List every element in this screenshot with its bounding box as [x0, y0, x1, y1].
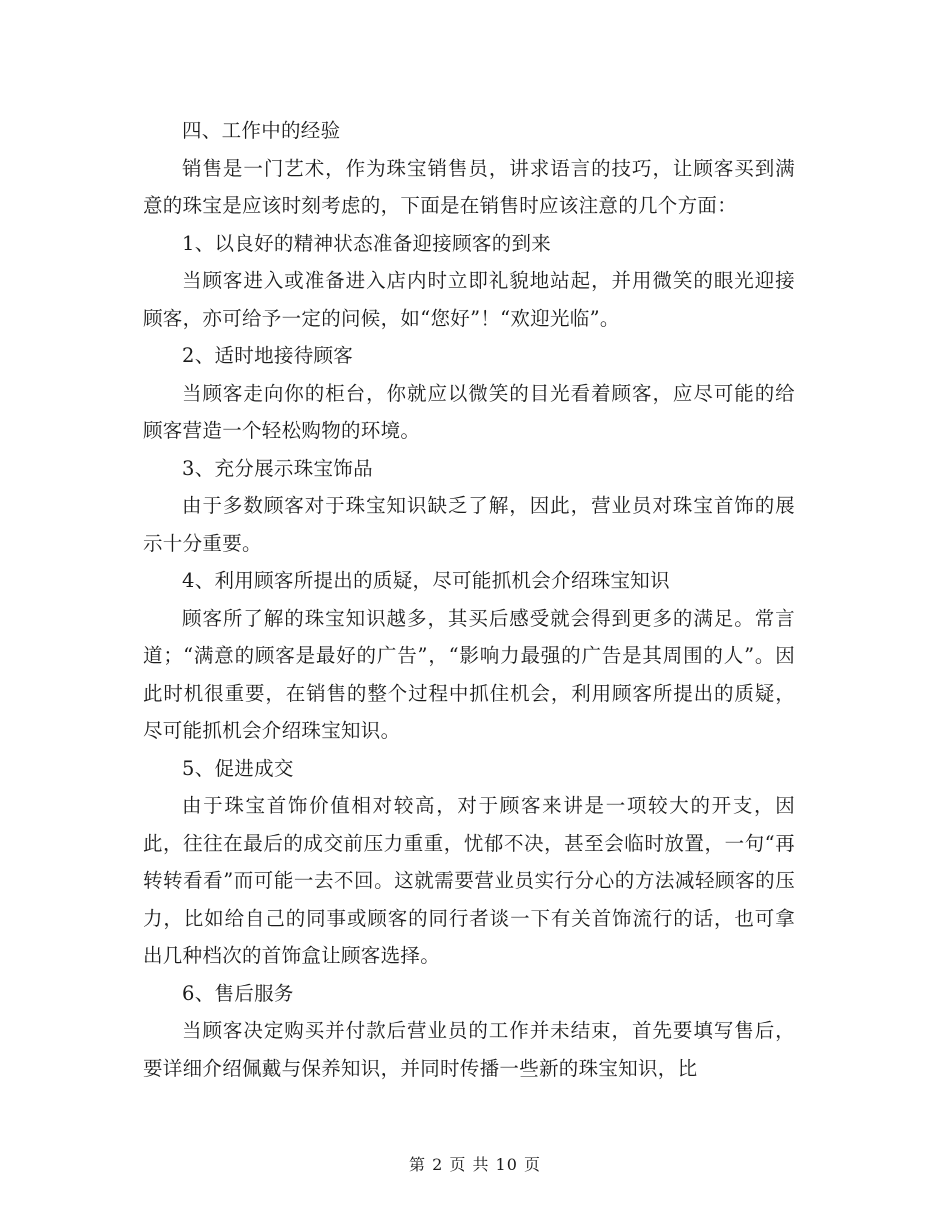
- item-heading-5: 5、促进成交: [182, 756, 294, 780]
- item-body-4: 顾客所了解的珠宝知识越多，其买后感受就会得到更多的满足。常言道；“满意的顾客是最好的广告”，“影响力最强的广告是其周围的人”。因此时机很重要，在销售的整个过程中抓住机会，利用顾客所提出的质疑，尽可能抓机会介绍珠宝知识。: [143, 606, 795, 742]
- item-body-5: 由于珠宝首饰价值相对较高，对于顾客来讲是一项较大的开支，因此，往往在最后的成交前压力重重，忧郁不决，甚至会临时放置，一句“再转转看看”而可能一去不回。这就需要营业员实行分心的方法减轻顾客的压力，比如给自己的同事或顾客的同行者谈一下有关首饰流行的话，也可拿出几种档次的首饰盒让顾客选择。: [143, 794, 795, 967]
- item-heading-1: 1、以良好的精神状态准备迎接顾客的到来: [182, 231, 552, 255]
- section-title: 四、工作中的经验: [182, 119, 341, 142]
- item-heading-4: 4、利用顾客所提出的质疑，尽可能抓机会介绍珠宝知识: [182, 569, 670, 592]
- item-body-2: 当顾客走向你的柜台，你就应以微笑的目光看着顾客，应尽可能的给顾客营造一个轻松购物的环境。: [143, 381, 795, 442]
- page-number-footer: 第 2 页 共 10 页: [409, 1155, 541, 1174]
- document-body: [143, 112, 795, 1087]
- item-heading-2: 2、适时地接待顾客: [182, 344, 354, 367]
- item-body-6: 当顾客决定购买并付款后营业员的工作并未结束，首先要填写售后，要详细介绍佩戴与保养知识，并同时传播一些新的珠宝知识，比: [143, 1019, 795, 1080]
- item-heading-3: 3、充分展示珠宝饰品: [182, 456, 373, 480]
- item-body-3: 由于多数顾客对于珠宝知识缺乏了解，因此，营业员对珠宝首饰的展示十分重要。: [143, 494, 795, 555]
- item-body-1: 当顾客进入或准备进入店内时立即礼貌地站起，并用微笑的眼光迎接顾客，亦可给予一定的问候，如“您好”！“欢迎光临”。: [143, 269, 795, 330]
- intro-paragraph: 销售是一门艺术，作为珠宝销售员，讲求语言的技巧，让顾客买到满意的珠宝是应该时刻考虑的，下面是在销售时应该注意的几个方面：: [143, 156, 795, 217]
- item-heading-6: 6、售后服务: [182, 981, 294, 1005]
